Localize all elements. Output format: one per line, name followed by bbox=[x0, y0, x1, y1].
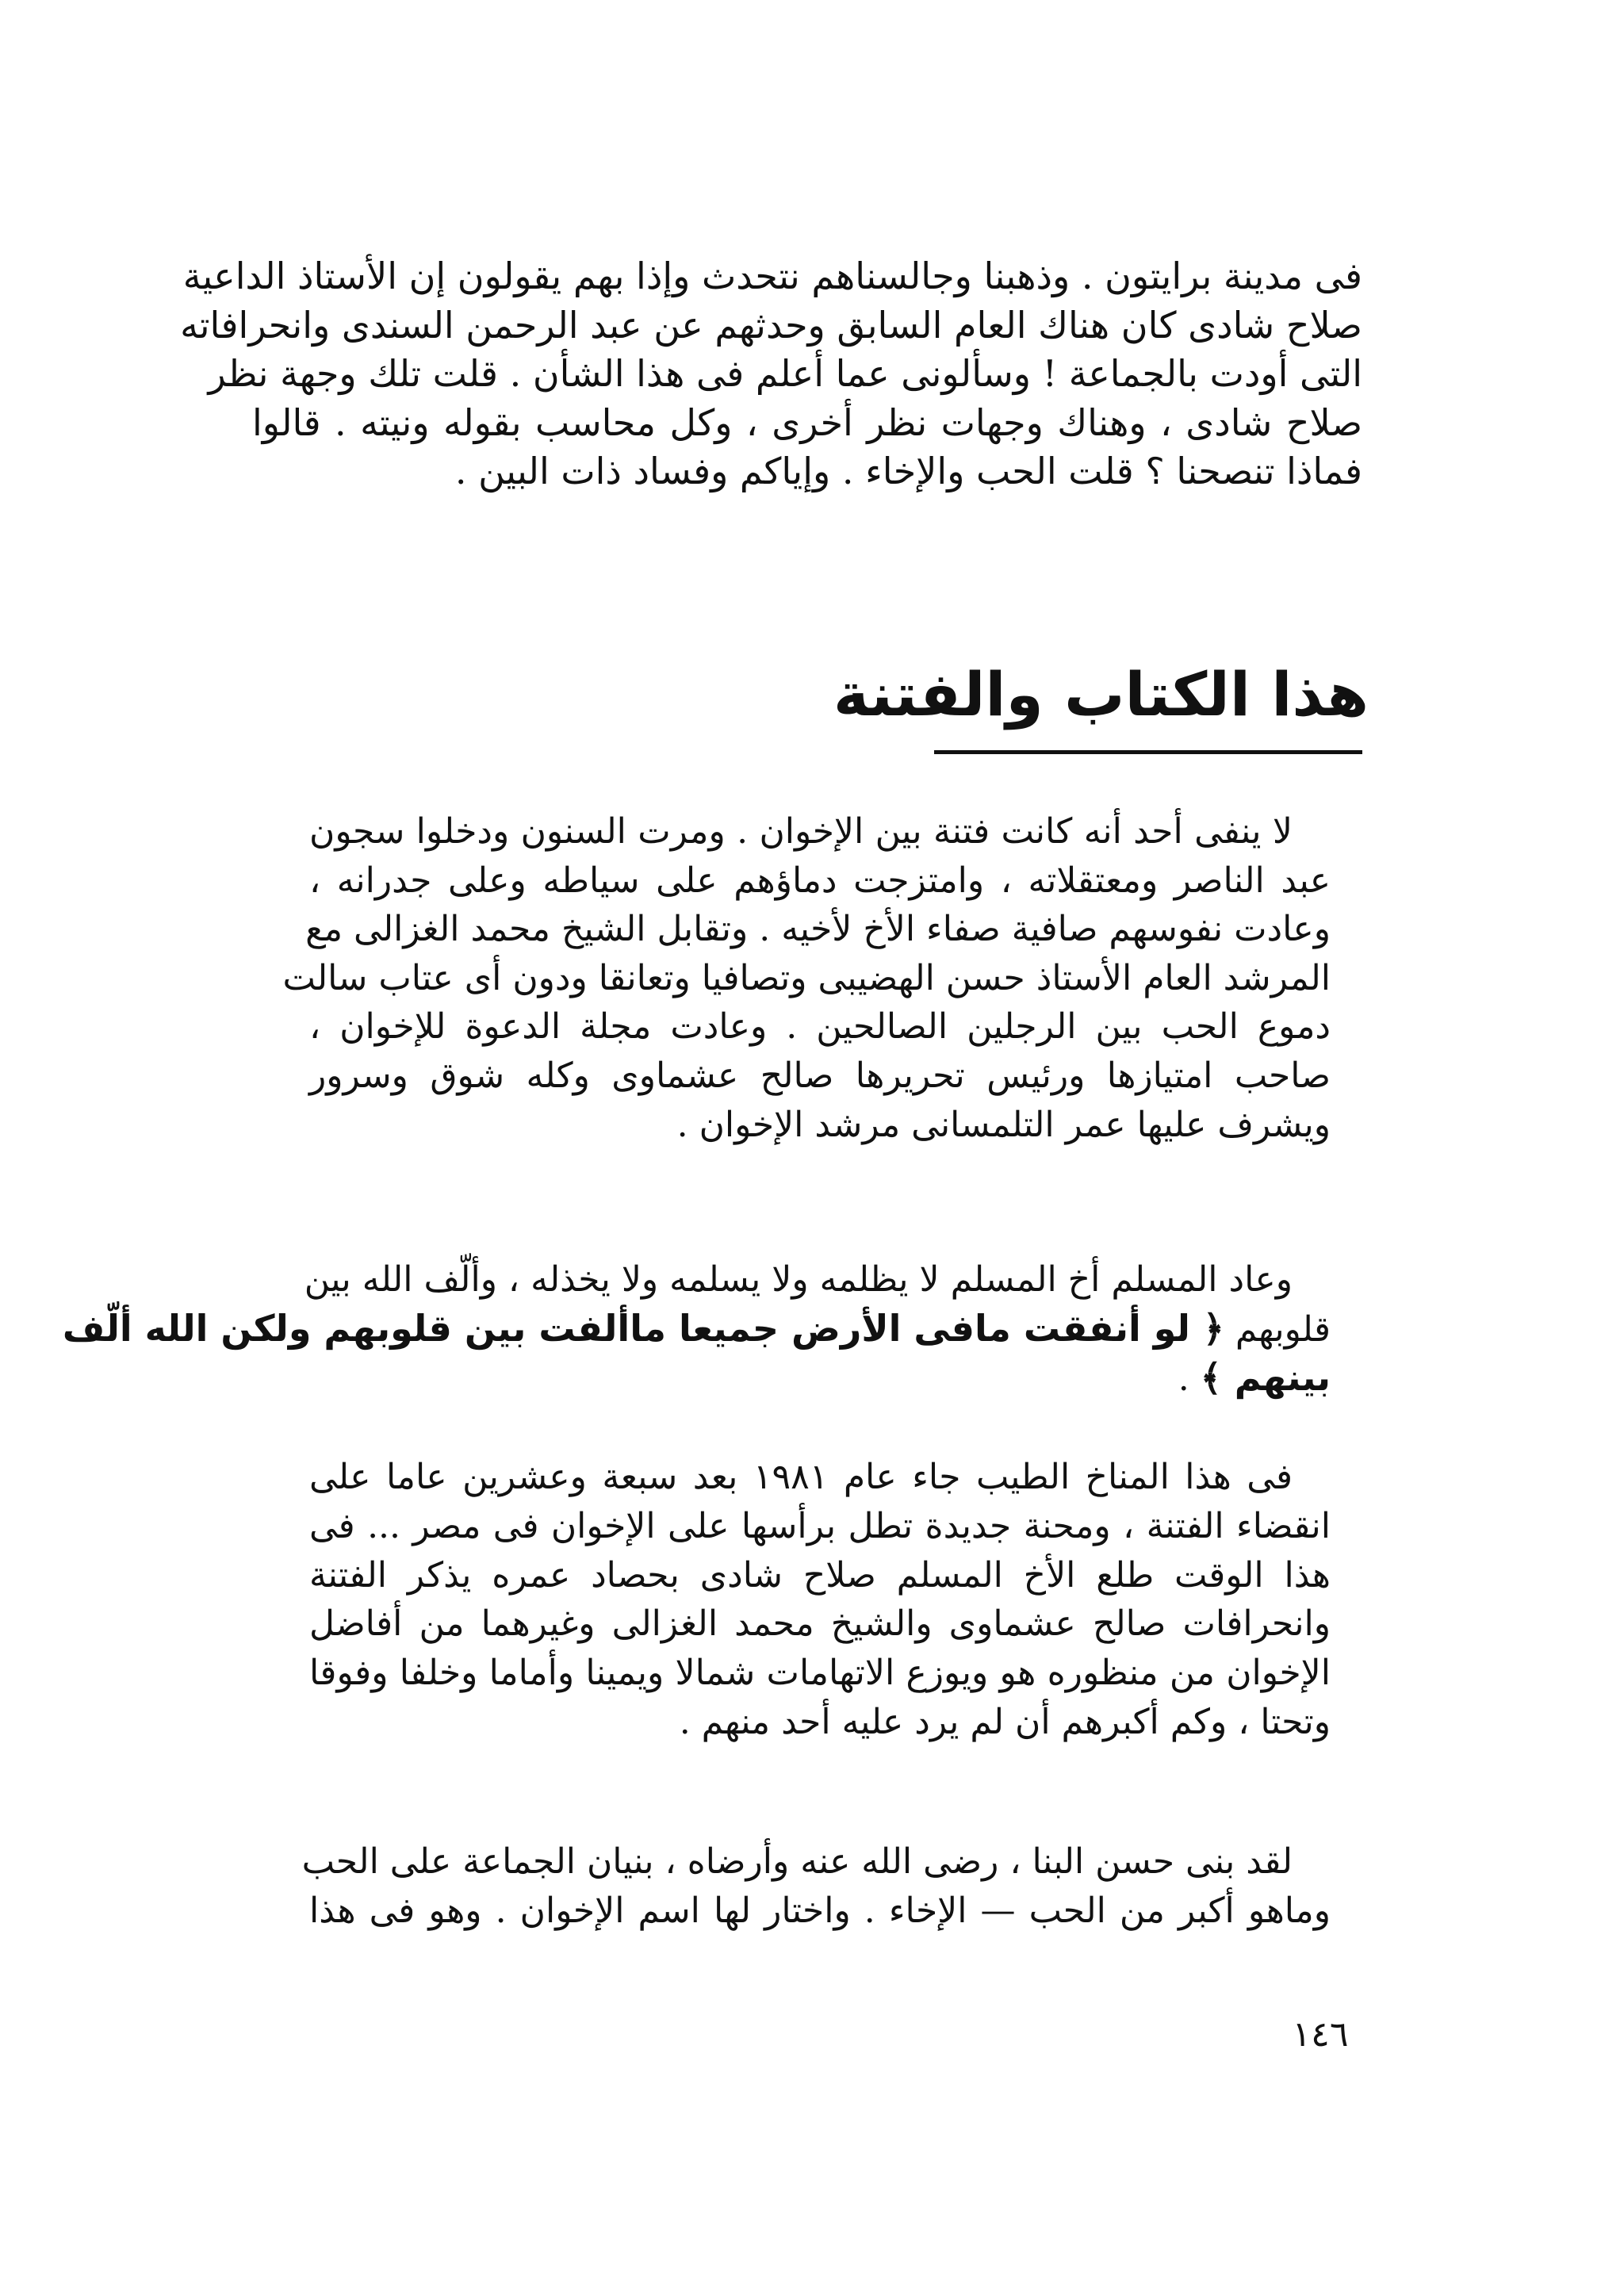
continued-paragraph bbox=[180, 252, 1362, 496]
text-line: وانحرافات صالح عشماوى والشيخ محمد الغزالى وغيرهما من أفاضل bbox=[309, 1603, 1331, 1645]
text-line: ويشرف عليها عمر التلمسانى مرشد الإخوان . bbox=[676, 1104, 1331, 1145]
text-line bbox=[309, 1354, 1331, 1404]
text-line: وعاد المسلم أخ المسلم لا يظلمه ولا يسلمه ولا يخذله ، وألّف الله بين bbox=[304, 1259, 1293, 1300]
text-line: وعادت نفوسهم صافية صفاء الأخ لأخيه . وتقابل الشيخ محمد الغزالى مع bbox=[305, 909, 1331, 950]
text-line: فماذا تنصحنا ؟ قلت الحب والإخاء . وإياكم وفساد ذات البين . bbox=[454, 450, 1362, 492]
text-line: لا ينفى أحد أنه كانت فتنة بين الإخوان . ومرت السنون ودخلوا سجون bbox=[309, 811, 1293, 852]
text-line: المرشد العام الأستاذ حسن الهضيبى وتصافيا وتعانقا ودون أى عتاب سالت bbox=[282, 957, 1331, 998]
text-line: صلاح شادى ، وهناك وجهات نظر أخرى ، وكل محاسب بقوله ونيته . قالوا bbox=[252, 400, 1362, 444]
text-line: صلاح شادى كان هناك العام السابق وحدثهم عن عبد الرحمن السندى وانحرافاته bbox=[180, 303, 1362, 347]
paragraph-hassan-albanna bbox=[301, 1837, 1331, 1935]
text-line: دموع الحب بين الرجلين الصالحين . وعادت مجلة الدعوة للإخوان ، bbox=[309, 1006, 1331, 1048]
text-line: انقضاء الفتنة ، ومحنة جديدة تطل برأسها على الإخوان فى مصر ... فى bbox=[309, 1505, 1331, 1546]
plain-text: قلوبهم bbox=[1224, 1308, 1331, 1350]
quran-verse: بينهم ﴾ bbox=[1200, 1356, 1331, 1399]
text-line: هذا الوقت طلع الأخ المسلم صلاح شادى بحصاد عمره يذكر الفتنة bbox=[309, 1554, 1331, 1596]
paragraph-quran-verse bbox=[62, 1255, 1331, 1404]
text-line: وماهو أكبر من الحب — الإخاء . واختار لها اسم الإخوان . وهو فى هذا bbox=[309, 1890, 1331, 1931]
page-number: ١٤٦ bbox=[1292, 2014, 1349, 2055]
text-line: لقد بنى حسن البنا ، رضى الله عنه وأرضاه ، بنيان الجماعة على الحب bbox=[301, 1841, 1293, 1882]
paragraph-1981 bbox=[309, 1453, 1331, 1747]
text-line: التى أودت بالجماعة ! وسألونى عما أعلم فى هذا الشأن . قلت تلك وجهة نظر bbox=[208, 352, 1362, 395]
section-heading: هذا الكتاب والفتنة bbox=[833, 659, 1369, 730]
plain-text: . bbox=[1178, 1358, 1201, 1399]
text-line bbox=[62, 1304, 1331, 1354]
text-line: صاحب امتيازها ورئيس تحريرها صالح عشماوى وكله شوق وسرور bbox=[309, 1055, 1331, 1096]
text-line: عبد الناصر ومعتقلاته ، وامتزجت دماؤهم على سياطه وعلى جدرانه ، bbox=[309, 860, 1331, 901]
text-line: وتحتا ، وكم أكبرهم أن لم يرد عليه أحد منهم . bbox=[679, 1701, 1331, 1742]
text-line: الإخوان من منظوره هو ويوزع الاتهامات شمالا ويمينا وأماما وخلفا وفوقا bbox=[309, 1653, 1331, 1694]
text-line: فى هذا المناخ الطيب جاء عام ١٩٨١ بعد سبعة وعشرين عاما على bbox=[309, 1457, 1293, 1497]
paragraph-fitna bbox=[282, 807, 1331, 1149]
quran-verse: ﴿ لو أنفقت مافى الأرض جميعا ماألفت بين قلوبهم ولكن الله ألّف bbox=[62, 1306, 1224, 1350]
text-line: فى مدينة برايتون . وذهبنا وجالسناهم نتحدث وإذا بهم يقولون إن الأستاذ الداعية bbox=[182, 255, 1362, 297]
heading-underline bbox=[934, 750, 1362, 754]
